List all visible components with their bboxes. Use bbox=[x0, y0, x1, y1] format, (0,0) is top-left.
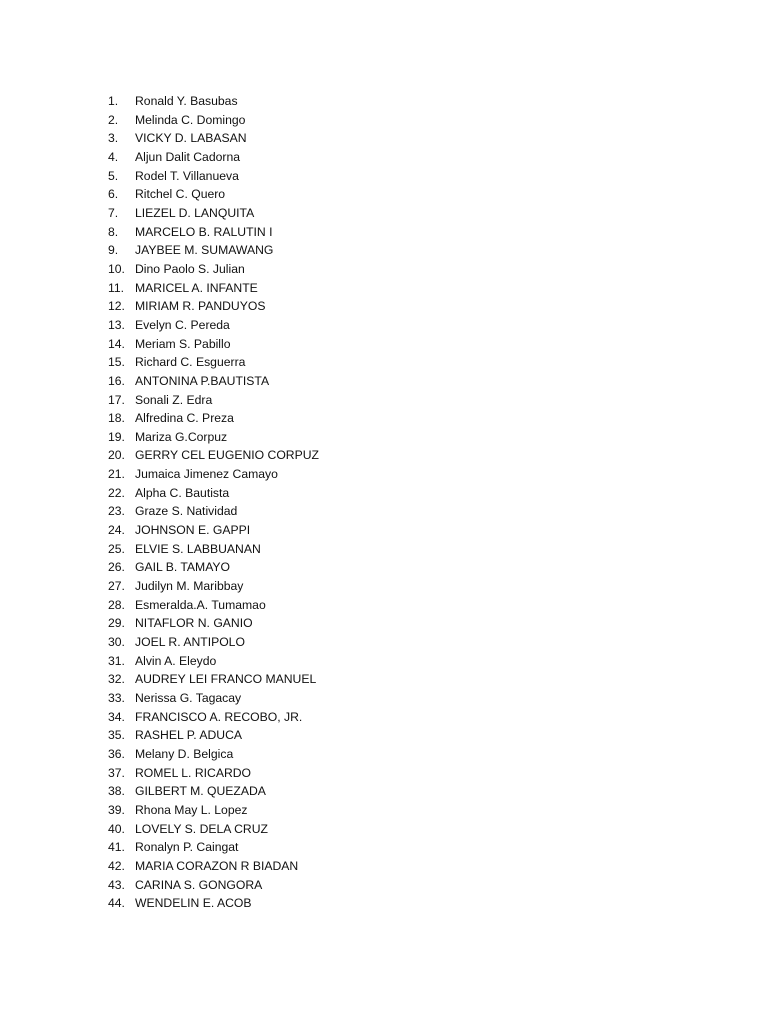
list-item-number: 10. bbox=[108, 261, 125, 276]
list-item bbox=[108, 148, 319, 167]
list-item-number: 11. bbox=[108, 280, 125, 295]
list-item-number: 38. bbox=[108, 784, 125, 799]
list-item bbox=[108, 670, 319, 689]
list-item-name: Rodel T. Villanueva bbox=[135, 168, 239, 183]
list-item-name: WENDELIN E. ACOB bbox=[135, 896, 252, 911]
list-item bbox=[108, 465, 319, 484]
list-item-name: Judilyn M. Maribbay bbox=[135, 579, 244, 594]
list-item-number: 18. bbox=[108, 411, 125, 426]
list-item-number: 16. bbox=[108, 373, 125, 388]
list-item bbox=[108, 372, 319, 391]
list-item-name: JOEL R. ANTIPOLO bbox=[135, 635, 245, 650]
list-item-number: 40. bbox=[108, 821, 125, 836]
list-item bbox=[108, 92, 319, 111]
list-item-name: RASHEL P. ADUCA bbox=[135, 728, 243, 743]
list-item-number: 13. bbox=[108, 317, 125, 332]
list-item-number: 6. bbox=[108, 187, 119, 202]
list-item-name: Alpha C. Bautista bbox=[135, 485, 230, 500]
list-item-name: Rhona May L. Lopez bbox=[135, 802, 248, 817]
list-item-number: 34. bbox=[108, 709, 125, 724]
list-item-name: LOVELY S. DELA CRUZ bbox=[135, 821, 268, 836]
list-item-number: 39. bbox=[108, 802, 125, 817]
list-item-name: VICKY D. LABASAN bbox=[135, 131, 247, 146]
list-item-name: GAIL B. TAMAYO bbox=[135, 560, 231, 575]
list-item-name: ELVIE S. LABBUANAN bbox=[135, 541, 261, 556]
list-item bbox=[108, 838, 319, 857]
list-item bbox=[108, 446, 319, 465]
list-item-name: Meriam S. Pabillo bbox=[135, 336, 231, 351]
list-item-number: 37. bbox=[108, 765, 125, 780]
list-item bbox=[108, 764, 319, 783]
list-item bbox=[108, 857, 319, 876]
list-item-number: 24. bbox=[108, 523, 125, 538]
list-item-number: 33. bbox=[108, 691, 125, 705]
list-item-number: 26. bbox=[108, 560, 125, 575]
list-item bbox=[108, 558, 319, 577]
list-item-number: 8. bbox=[108, 224, 119, 239]
list-item-number: 41. bbox=[108, 840, 125, 855]
list-item bbox=[108, 801, 319, 820]
list-item-number: 30. bbox=[108, 635, 125, 650]
list-item-name: Melinda C. Domingo bbox=[135, 112, 246, 127]
list-item-name: Ronalyn P. Caingat bbox=[135, 840, 239, 855]
list-item bbox=[108, 260, 319, 279]
list-item-number: 1. bbox=[108, 94, 119, 108]
list-item bbox=[108, 241, 319, 260]
list-item-name: MIRIAM R. PANDUYOS bbox=[135, 299, 266, 314]
list-item-name: Richard C. Esguerra bbox=[135, 355, 246, 370]
list-item-name: Ronald Y. Basubas bbox=[135, 94, 238, 108]
list-item-number: 19. bbox=[108, 429, 125, 444]
list-item bbox=[108, 297, 319, 316]
list-item bbox=[108, 876, 319, 895]
list-item bbox=[108, 745, 319, 764]
list-item bbox=[108, 223, 319, 242]
list-item-name: Graze S. Natividad bbox=[135, 504, 238, 519]
list-item-name: Esmeralda.A. Tumamao bbox=[135, 597, 266, 612]
list-item bbox=[108, 316, 319, 335]
list-item bbox=[108, 894, 319, 913]
list-item-name: Evelyn C. Pereda bbox=[135, 317, 230, 332]
list-item-number: 12. bbox=[108, 299, 125, 314]
list-item-name: LIEZEL D. LANQUITA bbox=[135, 205, 255, 220]
list-item-name: Alfredina C. Preza bbox=[135, 411, 234, 426]
list-item bbox=[108, 409, 319, 428]
list-item-number: 15. bbox=[108, 355, 125, 370]
list-item-name: CARINA S. GONGORA bbox=[135, 877, 263, 892]
list-item bbox=[108, 167, 319, 186]
list-item-name: Ritchel C. Quero bbox=[135, 187, 226, 202]
list-item bbox=[108, 391, 319, 410]
list-item-number: 14. bbox=[108, 336, 125, 351]
list-item bbox=[108, 129, 319, 148]
list-item-name: NITAFLOR N. GANIO bbox=[135, 616, 253, 631]
list-item-name: MARICEL A. INFANTE bbox=[135, 280, 258, 295]
list-item-number: 29. bbox=[108, 616, 125, 631]
list-item-number: 20. bbox=[108, 448, 125, 463]
list-item-number: 27. bbox=[108, 579, 125, 594]
list-item-number: 7. bbox=[108, 205, 119, 220]
list-item-number: 31. bbox=[108, 653, 125, 668]
list-item bbox=[108, 428, 319, 447]
list-item bbox=[108, 111, 319, 130]
list-item bbox=[108, 652, 319, 671]
list-item-number: 23. bbox=[108, 504, 125, 519]
list-item bbox=[108, 335, 319, 354]
list-item-name: GILBERT M. QUEZADA bbox=[135, 784, 266, 799]
list-item bbox=[108, 596, 319, 615]
list-item-number: 9. bbox=[108, 243, 119, 258]
list-item-name: Aljun Dalit Cadorna bbox=[135, 149, 241, 164]
list-item-name: FRANCISCO A. RECOBO, JR. bbox=[135, 709, 303, 724]
list-item bbox=[108, 577, 319, 596]
list-item bbox=[108, 484, 319, 503]
list-item bbox=[108, 540, 319, 559]
list-item bbox=[108, 204, 319, 223]
list-item-name: MARCELO B. RALUTIN I bbox=[135, 224, 273, 239]
list-item-number: 25. bbox=[108, 541, 125, 556]
list-item-name: AUDREY LEI FRANCO MANUEL bbox=[135, 672, 317, 687]
list-item bbox=[108, 353, 319, 372]
list-item-name: Mariza G.Corpuz bbox=[135, 429, 228, 444]
list-item bbox=[108, 279, 319, 298]
list-item-number: 22. bbox=[108, 485, 125, 500]
list-item-name: Melany D. Belgica bbox=[135, 746, 234, 761]
list-item bbox=[108, 185, 319, 204]
list-item-name: Nerissa G. Tagacay bbox=[135, 691, 242, 705]
list-item-number: 44. bbox=[108, 896, 125, 911]
list-item bbox=[108, 820, 319, 839]
list-item-name: JAYBEE M. SUMAWANG bbox=[135, 243, 274, 258]
list-item-name: Jumaica Jimenez Camayo bbox=[135, 467, 278, 482]
list-item-name: GERRY CEL EUGENIO CORPUZ bbox=[135, 448, 319, 463]
list-item-name: ANTONINA P.BAUTISTA bbox=[135, 373, 270, 388]
list-item bbox=[108, 708, 319, 727]
list-item bbox=[108, 726, 319, 745]
list-item bbox=[108, 614, 319, 633]
list-item-number: 21. bbox=[108, 467, 125, 482]
list-item-number: 2. bbox=[108, 112, 119, 127]
list-item-name: ROMEL L. RICARDO bbox=[135, 765, 252, 780]
list-item-number: 5. bbox=[108, 168, 119, 183]
list-item-name: Sonali Z. Edra bbox=[135, 392, 213, 407]
list-item-number: 28. bbox=[108, 597, 125, 612]
list-item-name: JOHNSON E. GAPPI bbox=[135, 523, 251, 538]
list-item bbox=[108, 689, 319, 708]
list-item bbox=[108, 782, 319, 801]
list-item bbox=[108, 633, 319, 652]
list-item-number: 36. bbox=[108, 746, 125, 761]
list-item bbox=[108, 502, 319, 521]
list-item-name: Dino Paolo S. Julian bbox=[135, 261, 245, 276]
list-item-number: 43. bbox=[108, 877, 125, 892]
list-item-number: 4. bbox=[108, 149, 119, 164]
name-list bbox=[108, 92, 319, 913]
list-item-number: 17. bbox=[108, 392, 125, 407]
list-item bbox=[108, 521, 319, 540]
list-item-name: Alvin A. Eleydo bbox=[135, 653, 217, 668]
list-item-number: 32. bbox=[108, 672, 125, 687]
list-item-number: 35. bbox=[108, 728, 125, 743]
list-item-number: 42. bbox=[108, 858, 125, 873]
list-item-number: 3. bbox=[108, 131, 119, 146]
list-item-name: MARIA CORAZON R BIADAN bbox=[135, 858, 299, 873]
